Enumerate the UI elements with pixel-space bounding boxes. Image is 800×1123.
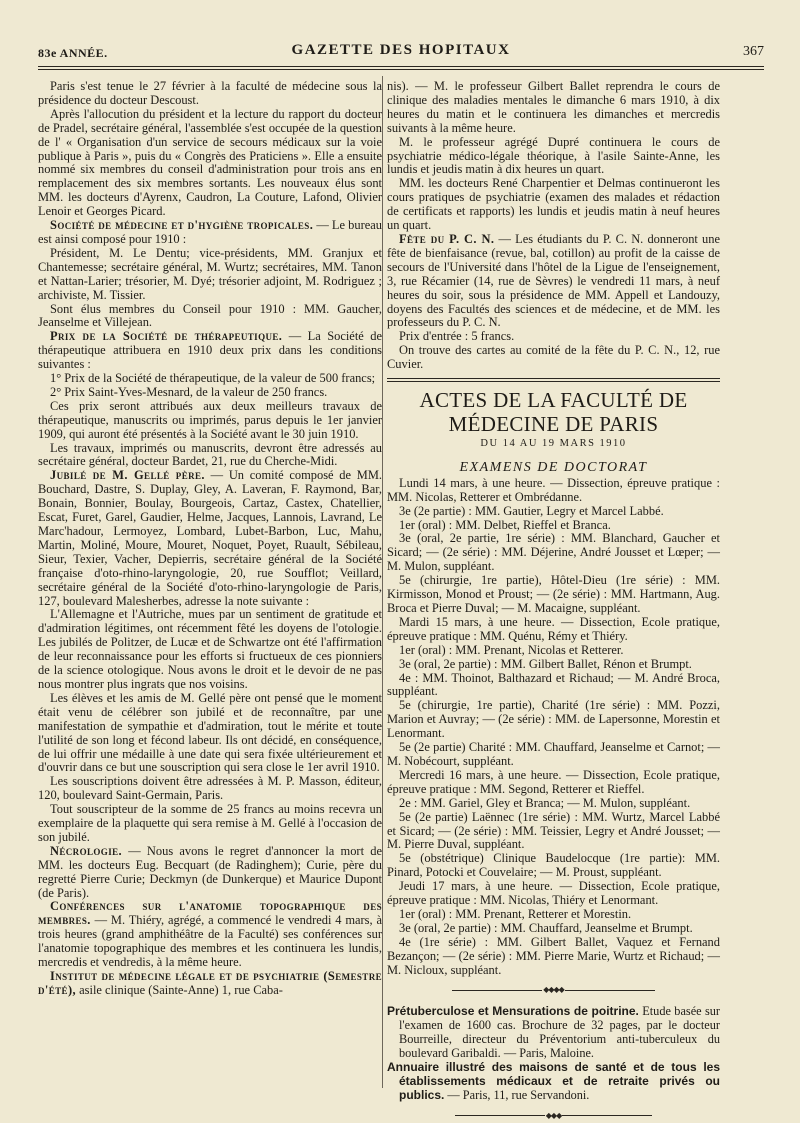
- news-item: [38, 330, 382, 372]
- exam-entry: 1er (oral) : MM. Delbet, Rieffel et Branca.: [399, 517, 611, 532]
- exams-heading: EXAMENS DE DOCTORAT: [459, 459, 648, 475]
- exam-entry: 5e (chirurgie, 1re partie), Charité (1re série) : MM. Pozzi, Marion et Auvray; — (2e série) : MM. de Lapersonne, Morestin et Lenormant.: [387, 698, 720, 741]
- page-header: [38, 40, 764, 64]
- announcement-text: Etude basée sur l'examen de 1600 cas. Brochure de 32 pages, par le docteur Bourreille, directeur du Préventorium anti-tuberculeux du boulevard Garibaldi. — Paris, Maloine.: [399, 1004, 721, 1061]
- paragraph-text: On trouve des cartes au comité de la fête du P. C. N., 12, rue Cuvier.: [387, 343, 720, 372]
- ornament-divider-end: ◆◆◆: [387, 1109, 720, 1123]
- paragraph-text: asile clinique (Sainte-Anne) 1, rue Caba-: [76, 982, 283, 997]
- paragraph: [387, 330, 720, 344]
- exams-list: [387, 477, 720, 978]
- paragraph: [387, 136, 720, 178]
- page-number: 367: [743, 44, 764, 59]
- paragraph-text: — La Société de thérapeutique attribuera en 1910 deux prix dans les conditions suivantes :: [38, 329, 382, 372]
- announcement-title: Prétuberculose et Mensurations de poitrine.: [387, 1004, 639, 1019]
- exam-entry: 3e (oral, 2e partie, 1re série) : MM. Blanchard, Gaucher et Sicard; — (2e série) : MM. Déjerine, André Jousset et Lœper; — M. Mulon, suppléant.: [387, 531, 720, 574]
- paragraph-text: — Nous avons le regret d'annoncer la mort de MM. les docteurs Eug. Becquart (de Radinghem); Curie, père du regretté Pierre Curie; Deckmyn (de Dunkerque) et Maurice Dupont (de Paris).: [38, 843, 382, 900]
- paragraph: [38, 80, 382, 108]
- exam-entry: 5e (2e partie) Laënnec (1re série) : MM. Wurtz, Marcel Labbé et Sicard; — (2e série) : MM. Teissier, Legry et André Jousset; — M. Pierre Duval, suppléant.: [387, 809, 720, 852]
- exam-entry: Lundi 14 mars, à une heure. — Dissection, épreuve pratique : MM. Nicolas, Retterer et Ombrédanne.: [387, 475, 720, 504]
- paragraph-text: Prix d'entrée : 5 francs.: [399, 329, 515, 344]
- paragraph-text: — Les étudiants du P. C. N. donneront une fête de bienfaisance (revue, bal, cotillon) au profit de la caisse de secours de l'Université dans l'hôtel de la Ligue de l'enseignement, 3, rue Récamier (14, rue de Sèvres) le vendredi 11 mars, à neuf heures du soir, sous la présidence de MM. Appell et Landouzy, doyens des Facultés des sciences et de médecine, et de MM. les professeurs du P. C. N.: [387, 231, 720, 330]
- paragraph-text: Ces prix seront attribués aux deux meilleurs travaux de thérapeutique, manuscrits ou imprimés, parus depuis le 1er janvier 1909, qui auront été présentés à la Société avant le 30 juin 1910.: [38, 398, 382, 441]
- news-item: [387, 233, 720, 330]
- paragraph: [38, 386, 382, 400]
- exam-entry: 3e (oral, 2e partie) : MM. Chauffard, Jeanselme et Brumpt.: [399, 920, 693, 935]
- news-item-heading: Conférences sur l'anatomie topographique des membres.: [38, 899, 382, 928]
- column-divider: [382, 76, 383, 1088]
- news-item: [38, 970, 382, 998]
- book-announcement: [387, 1005, 720, 1061]
- header-rule-2: [38, 69, 764, 70]
- paragraph-text: Après l'allocution du président et la lecture du rapport du docteur de Pradel, secrétaire général, l'assemblée s'est occupée de la question de l' « Organisation d'un service de secours médicaux sur la voie publique à Paris », puis du « Congrès des Praticiens ». Elle a ensuite nommé six membres du conseil d'administration pour trois ans en remplacement des six membres sortants. Les nouveaux élus sont MM. les docteurs d'Ayrenx, Caudron, La Couture, Lafond, Olivier Lenoir et Georges Picard.: [38, 106, 382, 219]
- news-item-heading: Institut de médecine légale et de psychiatrie (Semestre d'été),: [38, 969, 382, 997]
- paragraph: [38, 247, 382, 303]
- right-column: [387, 79, 721, 1120]
- exam-entry: 1er (oral) : MM. Prenant, Nicolas et Retterer.: [399, 642, 624, 657]
- journal-title: GAZETTE DES HOPITAUX: [291, 42, 511, 58]
- right-column-notices: [387, 80, 720, 372]
- paragraph-text: Les élèves et les amis de M. Gellé père ont pensé que le moment était venu de célébrer son jubilé et de reconnaître, par une manifestation de sympathie et d'admiration, tout le mérite et toute l'utilité de son long et fécond labeur. Ils ont décidé, en conséquence, de lui offrir une médaille à une date qui sera fixée ultérieurement et d'ouvrir dans ce but une souscription qui sera close le 1er avril 1910.: [38, 690, 382, 775]
- issue-year: 83e ANNÉE.: [38, 46, 108, 60]
- book-announcements: [387, 1005, 720, 1102]
- paragraph: [387, 344, 720, 372]
- exam-entry: 5e (obstétrique) Clinique Baudelocque (1re partie): MM. Pinard, Potocki et Couvelaire; — M. Proust, suppléant.: [387, 851, 720, 880]
- exam-entry: 2e : MM. Gariel, Gley et Branca; — M. Mulon, suppléant.: [399, 795, 691, 810]
- section-rule: [387, 378, 720, 382]
- paragraph-text: Sont élus membres du Conseil pour 1910 : MM. Gaucher, Jeanselme et Villejean.: [38, 301, 382, 330]
- ornament-divider: ◆◆◆◆: [387, 983, 720, 997]
- news-item-heading: Fête du P. C. N.: [399, 231, 495, 246]
- paragraph: [387, 177, 720, 233]
- exam-entry: 1er (oral) : MM. Prenant, Retterer et Morestin.: [399, 906, 632, 921]
- news-item-heading: Jubilé de M. Gellé père.: [50, 468, 205, 483]
- news-item: [38, 845, 382, 901]
- paragraph: [387, 80, 720, 136]
- paragraph: [38, 608, 382, 691]
- exam-entry: Mercredi 16 mars, à une heure. — Dissection, Ecole pratique, épreuve pratique : MM. Segond, Retterer et Rieffel.: [387, 767, 720, 796]
- announcement-title: Annuaire illustré des maisons de santé et de tous les établissements médicaux et de retraite privés ou publics.: [387, 1060, 720, 1102]
- exam-entry: 4e : MM. Thoinot, Balthazard et Richaud; — M. André Broca, suppléant.: [387, 670, 720, 699]
- exam-entry: Jeudi 17 mars, à une heure. — Dissection, Ecole pratique, épreuve pratique : MM. Nicolas, Thiéry et Lenormant.: [387, 879, 720, 908]
- news-item: [38, 900, 382, 970]
- paragraph-text: 1° Prix de la Société de thérapeutique, de la valeur de 500 francs;: [50, 371, 376, 386]
- news-item-heading: Prix de la Société de thérapeutique.: [50, 329, 283, 344]
- news-item: [38, 219, 382, 247]
- paragraph-text: L'Allemagne et l'Autriche, mues par un sentiment de gratitude et d'admiration légitimes, ont récemment fêté les doyens de l'otologie. Les jubilés de Politzer, de Lucæ et de Schwartze ont été l'affirmation de leur reconnaissance pour les efforts si fructueux de ces pionniers de la science otologique. Nous avons le droit et le devoir de ne pas nous montrer plus ingrats que nos voisins.: [38, 607, 382, 691]
- paragraph-text: Les travaux, imprimés ou manuscrits, devront être adressés au secrétaire général, docteur Bardet, 21, rue du Cherche-Midi.: [38, 440, 382, 469]
- news-item: [38, 469, 382, 608]
- paragraph-text: MM. les docteurs René Charpentier et Delmas continueront les cours pratiques de psychiatrie (examen des malades et rédaction de certificats et rapports) les lundis et jeudis matin à neuf heures un quart.: [387, 176, 720, 233]
- paragraph-text: nis). — M. le professeur Gilbert Ballet reprendra le cours de clinique des maladies mentales le dimanche 6 mars 1910, à dix heures du matin et le continuera les dimanches et mercredis suivants à la même heure.: [387, 79, 720, 135]
- paragraph-text: M. le professeur agrégé Dupré continuera le cours de psychiatrie médico-légale théorique, à l'asile Sainte-Anne, les lundis et jeudis matin à dix heures un quart.: [387, 134, 720, 177]
- paragraph-text: 2° Prix Saint-Yves-Mesnard, de la valeur de 250 francs.: [50, 384, 328, 399]
- paragraph-text: Président, M. Le Dentu; vice-présidents, MM. Granjux et Chantemesse; secrétaire général, M. Wurtz; secrétaires, MM. Tanon et Nattan-Larier; trésorier, M. Dyé; trésorier adjoint, M. Rodriguez ; archiviste, M. Tissier.: [38, 245, 382, 302]
- paragraph-text: — M. Thiéry, agrégé, a commencé le vendredi 4 mars, à trois heures (grand amphithéâtre de la Faculté) ses conférences sur l'anatomie topographique des membres et les continuera les lundis, mercredis et vendredis, à la même heure.: [38, 913, 382, 970]
- news-item-heading: Nécrologie.: [50, 843, 123, 858]
- paragraph: [38, 108, 382, 219]
- paragraph-text: Les souscriptions doivent être adressées à M. P. Masson, éditeur, 120, boulevard Saint-Germain, Paris.: [38, 774, 382, 803]
- exam-entry: 3e (oral, 2e partie) : MM. Gilbert Ballet, Rénon et Brumpt.: [399, 656, 692, 671]
- exam-entry: 3e (2e partie) : MM. Gautier, Legry et Marcel Labbé.: [399, 503, 664, 518]
- section-title: ACTES DE LA FACULTÉ DE MÉDECINE DE PARIS: [419, 388, 688, 437]
- exam-entry: 5e (2e partie) Charité : MM. Chauffard, Jeanselme et Carnot; — M. Nobécourt, suppléant.: [387, 740, 720, 768]
- paragraph-text: Paris s'est tenue le 27 février à la faculté de médecine sous la présidence du docteur Descoust.: [38, 79, 382, 107]
- paragraph-text: Tout souscripteur de la somme de 25 francs au moins recevra un exemplaire de la plaquette qui sera remise à M. Gellé à l'occasion de son jubilé.: [38, 802, 382, 844]
- news-item-heading: Société de médecine et d'hygiène tropicales.: [50, 218, 314, 233]
- paragraph: [38, 400, 382, 442]
- paragraph-text: — Un comité composé de MM. Bouchard, Dastre, S. Duplay, Gley, A. Laveran, F. Raymond, Bar, Bonain, Bonnier, Boulay, Bourgeois, Cartaz, Castex, Chatellier, Escat, Furet, Garel, Gaudier, Helme, Jacques, Lannois, Lavrand, Le Marc'hadour, Lermoyez, Lombard, Lubet-Barbon, Luc, Mahu, Martin, Moliné, Moure, Mouret, Noquet, Poyet, Ruault, Sébileau, Sieur, Texier, Vacher, Depierris, secrétaire général de la Société française d'oto-rhino-laryngologie, 20, rue Soufflot; Veillard, secrétaire général de la Société d'oto-rhino-laryngologie de Paris, 127, boulevard Malesherbes, adresse la note suivante :: [38, 468, 382, 608]
- exam-entry: Mardi 15 mars, à une heure. — Dissection, Ecole pratique, épreuve pratique : MM. Quénu, Rémy et Thiéry.: [387, 614, 720, 643]
- book-announcement: [387, 1061, 720, 1103]
- paragraph: [38, 775, 382, 803]
- paragraph-text: — Le bureau est ainsi composé pour 1910 :: [38, 218, 382, 246]
- announcement-text: — Paris, 11, rue Servandoni.: [444, 1087, 590, 1102]
- paragraph: [38, 372, 382, 386]
- exam-entry: 5e (chirurgie, 1re partie), Hôtel-Dieu (1re série) : MM. Kirmisson, Monod et Proust; — (2e série) : MM. Hartmann, Aug. Broca et Pierre Duval; — M. Macaigne, suppléant.: [387, 573, 720, 615]
- paragraph: [38, 692, 382, 775]
- paragraph: [38, 803, 382, 845]
- paragraph: [38, 303, 382, 331]
- paragraph: [38, 442, 382, 470]
- header-rule: [38, 66, 764, 67]
- exam-entry: 4e (1re série) : MM. Gilbert Ballet, Vaquez et Fernand Bezançon; — (2e série) : MM. Pierre Marie, Wurtz et Richaud; — M. Nicloux, suppléant.: [387, 934, 720, 977]
- left-column: [38, 80, 382, 1090]
- section-subtitle: DU 14 AU 19 MARS 1910: [480, 438, 627, 450]
